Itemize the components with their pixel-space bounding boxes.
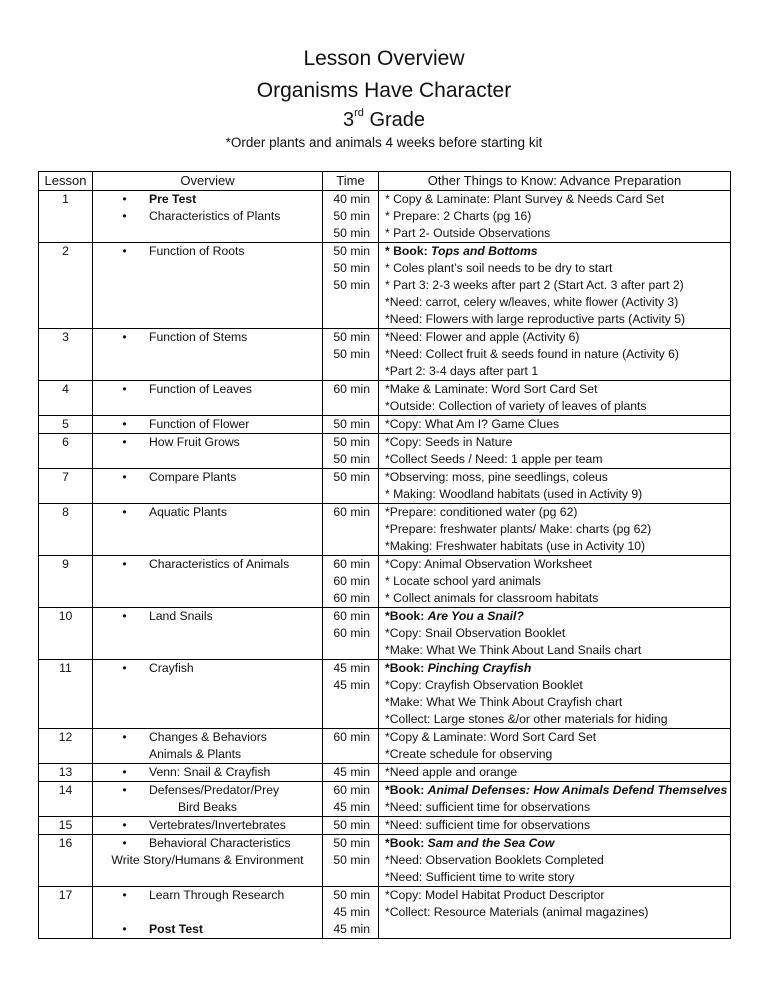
time-cell: 50 min bbox=[323, 469, 379, 504]
overview-cell: • Characteristics of Animals bbox=[93, 556, 323, 608]
bullet-icon: • bbox=[122, 244, 127, 258]
overview-cell: • Land Snails bbox=[93, 608, 323, 660]
table-row bbox=[39, 504, 731, 556]
time-cell: 50 min 50 min 50 min bbox=[323, 243, 379, 329]
bullet-icon: • bbox=[122, 435, 127, 449]
header-other: Other Things to Know: Advance Preparation bbox=[379, 172, 731, 191]
bullet-icon: • bbox=[122, 470, 127, 484]
time-cell: 50 min bbox=[323, 416, 379, 434]
lesson-number: 14 bbox=[39, 782, 93, 817]
bullet-icon: • bbox=[122, 922, 127, 936]
notes-cell: *Book: Sam and the Sea Cow *Need: Observation Booklets Completed *Need: Sufficient time to write story bbox=[379, 835, 731, 887]
table-row bbox=[39, 243, 731, 329]
header-lesson: Lesson bbox=[39, 172, 93, 191]
table-row bbox=[39, 434, 731, 469]
bullet-icon: • bbox=[122, 765, 127, 779]
overview-cell: • Function of Roots bbox=[93, 243, 323, 329]
overview-cell: • Learn Through Research • Post Test bbox=[93, 887, 323, 939]
time-cell: 60 min 60 min 60 min bbox=[323, 556, 379, 608]
overview-cell: • Changes & Behaviors Animals & Plants bbox=[93, 729, 323, 764]
unit-title: Organisms Have Character bbox=[256, 79, 512, 102]
bullet-icon: • bbox=[122, 836, 127, 850]
time-cell: 50 min bbox=[323, 817, 379, 835]
lesson-number: 11 bbox=[39, 660, 93, 729]
notes-cell: *Copy & Laminate: Word Sort Card Set *Create schedule for observing bbox=[379, 729, 731, 764]
bullet-icon: • bbox=[122, 192, 127, 206]
table-row bbox=[39, 608, 731, 660]
notes-cell: *Book: Are You a Snail? *Copy: Snail Observation Booklet *Make: What We Think About Land Snails chart bbox=[379, 608, 731, 660]
page-title: Lesson Overview bbox=[303, 47, 465, 70]
bullet-icon: • bbox=[122, 382, 127, 396]
notes-cell: *Book: Pinching Crayfish *Copy: Crayfish Observation Booklet *Make: What We Think About Crayfish chart *Collect: Large stones &/or other materials for hiding bbox=[379, 660, 731, 729]
lesson-number: 5 bbox=[39, 416, 93, 434]
table-row bbox=[39, 835, 731, 887]
lesson-number: 9 bbox=[39, 556, 93, 608]
notes-cell: *Prepare: conditioned water (pg 62) *Prepare: freshwater plants/ Make: charts (pg 62) *Making: Freshwater habitats (use in Activity 10) bbox=[379, 504, 731, 556]
lesson-table bbox=[38, 171, 731, 939]
notes-cell: *Copy: What Am I? Game Clues bbox=[379, 416, 731, 434]
lesson-number: 2 bbox=[39, 243, 93, 329]
notes-cell: *Need: sufficient time for observations bbox=[379, 817, 731, 835]
table-row bbox=[39, 729, 731, 764]
overview-cell: • Pre Test • Characteristics of Plants bbox=[93, 191, 323, 243]
overview-cell: • Behavioral Characteristics Write Story/Humans & Environment bbox=[93, 835, 323, 887]
overview-cell: • How Fruit Grows bbox=[93, 434, 323, 469]
time-cell: 60 min bbox=[323, 381, 379, 416]
overview-cell: • Vertebrates/Invertebrates bbox=[93, 817, 323, 835]
lesson-number: 13 bbox=[39, 764, 93, 782]
notes-cell: *Observing: moss, pine seedlings, coleus * Making: Woodland habitats (used in Activity 9) bbox=[379, 469, 731, 504]
notes-cell: *Copy: Model Habitat Product Descriptor *Collect: Resource Materials (animal magazines) bbox=[379, 887, 731, 939]
lesson-number: 7 bbox=[39, 469, 93, 504]
table-row bbox=[39, 191, 731, 243]
time-cell: 45 min bbox=[323, 764, 379, 782]
table-row bbox=[39, 469, 731, 504]
overview-cell: • Defenses/Predator/Prey Bird Beaks bbox=[93, 782, 323, 817]
bullet-icon: • bbox=[122, 730, 127, 744]
grade-label: 3rd Grade bbox=[342, 107, 426, 131]
time-cell: 50 min 50 min bbox=[323, 835, 379, 887]
overview-cell: • Function of Flower bbox=[93, 416, 323, 434]
time-cell: 60 min bbox=[323, 504, 379, 556]
lesson-number: 12 bbox=[39, 729, 93, 764]
time-cell: 40 min 50 min 50 min bbox=[323, 191, 379, 243]
lesson-number: 1 bbox=[39, 191, 93, 243]
bullet-icon: • bbox=[122, 783, 127, 797]
notes-cell: *Need apple and orange bbox=[379, 764, 731, 782]
lesson-number: 8 bbox=[39, 504, 93, 556]
bullet-icon: • bbox=[122, 557, 127, 571]
table-row bbox=[39, 381, 731, 416]
overview-cell: • Function of Leaves bbox=[93, 381, 323, 416]
table-row bbox=[39, 660, 731, 729]
time-cell: 45 min 45 min bbox=[323, 660, 379, 729]
bullet-icon: • bbox=[122, 417, 127, 431]
time-cell: 60 min bbox=[323, 729, 379, 764]
notes-cell: * Book: Tops and Bottoms * Coles plant’s soil needs to be dry to start * Part 3: 2-3 weeks after part 2 (Start Act. 3 after part 2) *Need: carrot, celery w/leaves, white flower (Activity 3) *Need: Flowers with large reproductive parts (Activity 5) bbox=[379, 243, 731, 329]
bullet-icon: • bbox=[122, 888, 127, 902]
order-note: *Order plants and animals 4 weeks before starting kit bbox=[225, 135, 543, 150]
table-header-row bbox=[39, 172, 731, 191]
lesson-number: 16 bbox=[39, 835, 93, 887]
bullet-icon: • bbox=[122, 661, 127, 675]
lesson-number: 4 bbox=[39, 381, 93, 416]
header-overview: Overview bbox=[93, 172, 323, 191]
lesson-number: 3 bbox=[39, 329, 93, 381]
bullet-icon: • bbox=[122, 330, 127, 344]
bullet-icon: • bbox=[122, 505, 127, 519]
time-cell: 60 min 60 min bbox=[323, 608, 379, 660]
notes-cell: *Make & Laminate: Word Sort Card Set *Outside: Collection of variety of leaves of plants bbox=[379, 381, 731, 416]
notes-cell: *Need: Flower and apple (Activity 6) *Need: Collect fruit & seeds found in nature (Activity 6) *Part 2: 3-4 days after part 1 bbox=[379, 329, 731, 381]
overview-cell: • Function of Stems bbox=[93, 329, 323, 381]
overview-cell: • Venn: Snail & Crayfish bbox=[93, 764, 323, 782]
table-row bbox=[39, 817, 731, 835]
lesson-number: 10 bbox=[39, 608, 93, 660]
overview-cell: • Aquatic Plants bbox=[93, 504, 323, 556]
time-cell: 60 min 45 min bbox=[323, 782, 379, 817]
lesson-number: 17 bbox=[39, 887, 93, 939]
time-cell: 50 min 50 min bbox=[323, 434, 379, 469]
table-row bbox=[39, 416, 731, 434]
overview-cell: • Compare Plants bbox=[93, 469, 323, 504]
table-row bbox=[39, 329, 731, 381]
notes-cell: * Copy & Laminate: Plant Survey & Needs Card Set * Prepare: 2 Charts (pg 16) * Part 2- Outside Observations bbox=[379, 191, 731, 243]
notes-cell: *Book: Animal Defenses: How Animals Defend Themselves *Need: sufficient time for observations bbox=[379, 782, 731, 817]
lesson-number: 6 bbox=[39, 434, 93, 469]
bullet-icon: • bbox=[122, 209, 127, 223]
overview-cell: • Crayfish bbox=[93, 660, 323, 729]
time-cell: 50 min 45 min 45 min bbox=[323, 887, 379, 939]
header-time: Time bbox=[323, 172, 379, 191]
bullet-icon: • bbox=[122, 609, 127, 623]
table-row bbox=[39, 764, 731, 782]
table-row bbox=[39, 887, 731, 939]
notes-cell: *Copy: Animal Observation Worksheet * Locate school yard animals * Collect animals for classroom habitats bbox=[379, 556, 731, 608]
table-row bbox=[39, 556, 731, 608]
notes-cell: *Copy: Seeds in Nature *Collect Seeds / Need: 1 apple per team bbox=[379, 434, 731, 469]
table-row bbox=[39, 782, 731, 817]
bullet-icon: • bbox=[122, 818, 127, 832]
time-cell: 50 min 50 min bbox=[323, 329, 379, 381]
lesson-number: 15 bbox=[39, 817, 93, 835]
